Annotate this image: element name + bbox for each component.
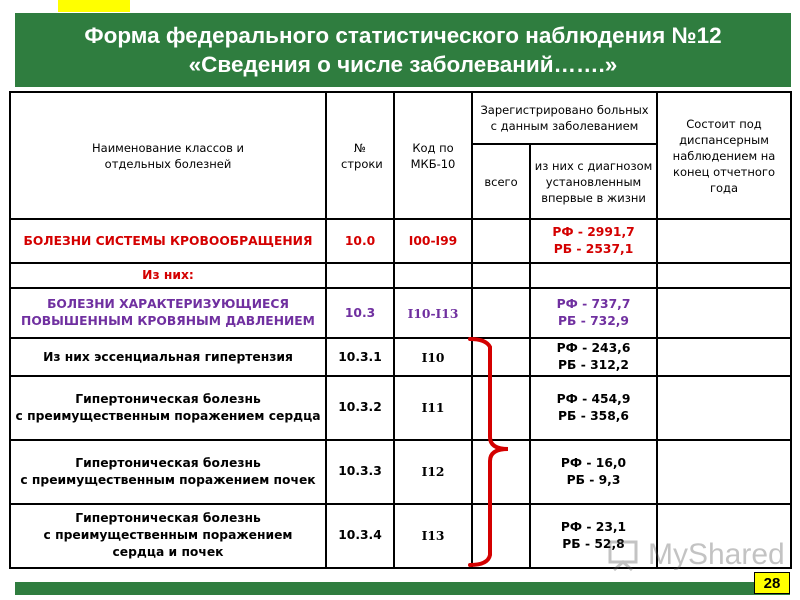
header-dispensary: Состоит под диспансерным наблюдением на конец отчетного года: [657, 92, 791, 219]
value-rf: РФ - 454,9: [556, 391, 631, 406]
row-disease-name: Из них эссенциальная гипертензия: [10, 338, 326, 375]
row-first-diagnosed: [530, 219, 657, 263]
name-line: с преимущественным поражением: [43, 528, 293, 543]
row-number: 10.3: [326, 288, 394, 338]
watermark-logo-icon: [606, 538, 642, 574]
row-disease-name: БОЛЕЗНИ СИСТЕМЫ КРОВООБРАЩЕНИЯ: [10, 219, 326, 263]
statistics-table: [9, 91, 792, 569]
header-registered: Зарегистрировано больных с данным заболеванием: [472, 92, 657, 144]
row-disease-name: [10, 504, 326, 568]
value-rb: РБ - 732,9: [558, 314, 629, 329]
row-total: [472, 263, 530, 288]
row-number: [326, 263, 394, 288]
row-dispensary: [657, 338, 791, 375]
row-first-diagnosed: [530, 376, 657, 440]
value-rf: РФ - 2991,7: [552, 225, 635, 240]
table-row: [10, 219, 791, 263]
row-first-diagnosed: [530, 338, 657, 375]
header-row-number: № строки: [326, 92, 394, 219]
row-dispensary: [657, 440, 791, 504]
value-rb: РБ - 2537,1: [553, 242, 634, 257]
row-first-diagnosed: [530, 263, 657, 288]
value-rb: РБ - 52,8: [562, 536, 625, 551]
title-line-1: Форма федерального статистического наблюдения №12: [84, 23, 722, 48]
watermark-text: MyShared: [648, 538, 785, 571]
table-row: [10, 288, 791, 338]
row-disease-name: Из них:: [10, 263, 326, 288]
row-total: [472, 219, 530, 263]
name-line: Гипертоническая болезнь: [75, 455, 261, 470]
title-line-2: «Сведения о числе заболеваний…….»: [188, 52, 618, 77]
row-first-diagnosed: [530, 440, 657, 504]
row-icd-code: I12: [394, 440, 472, 504]
bottom-bar: [15, 582, 790, 595]
name-line: с преимущественным поражением почек: [20, 472, 316, 487]
value-rb: РБ - 358,6: [558, 408, 629, 423]
name-line: Гипертоническая болезнь: [75, 391, 261, 406]
page-number: 28: [754, 572, 790, 594]
row-icd-code: I00-I99: [394, 219, 472, 263]
row-disease-name: БОЛЕЗНИ ХАРАКТЕРИЗУЮЩИЕСЯ ПОВЫШЕННЫМ КРОВЯНЫМ ДАВЛЕНИЕМ: [10, 288, 326, 338]
row-number: 10.3.3: [326, 440, 394, 504]
red-curly-bracket: [468, 337, 518, 567]
row-icd-code: I10-I13: [394, 288, 472, 338]
header-total: всего: [472, 144, 530, 219]
name-line: с преимущественным поражением сердца: [15, 408, 321, 423]
header-row: [10, 92, 791, 144]
row-number: 10.3.4: [326, 504, 394, 568]
statistics-table-container: [9, 91, 790, 569]
value-rf: РФ - 23,1: [560, 519, 627, 534]
row-number: 10.3.2: [326, 376, 394, 440]
value-rf: РФ - 737,7: [556, 297, 631, 312]
row-icd-code: I10: [394, 338, 472, 375]
value-rb: РБ - 312,2: [558, 358, 629, 373]
title-banner: [15, 13, 791, 87]
row-number: 10.3.1: [326, 338, 394, 375]
top-accent-bar: [58, 0, 130, 12]
value-rf: РФ - 243,6: [556, 341, 631, 356]
row-dispensary: [657, 376, 791, 440]
header-icd-code: Код по МКБ-10: [394, 92, 472, 219]
header-first-diagnosed: из них с диагнозом установленным впервые в жизни: [530, 144, 657, 219]
row-icd-code: I11: [394, 376, 472, 440]
row-dispensary: [657, 219, 791, 263]
row-number: 10.0: [326, 219, 394, 263]
table-row: [10, 338, 791, 375]
row-icd-code: I13: [394, 504, 472, 568]
name-line: сердца и почек: [112, 545, 224, 560]
row-total: [472, 288, 530, 338]
row-icd-code: [394, 263, 472, 288]
row-dispensary: [657, 263, 791, 288]
table-row: [10, 376, 791, 440]
name-line: Гипертоническая болезнь: [75, 511, 261, 526]
value-rf: РФ - 16,0: [560, 455, 627, 470]
row-disease-name: [10, 376, 326, 440]
row-first-diagnosed: [530, 288, 657, 338]
row-dispensary: [657, 288, 791, 338]
table-row: [10, 263, 791, 288]
table-row: [10, 440, 791, 504]
header-disease-name: Наименование классов и отдельных болезней: [10, 92, 326, 219]
value-rb: РБ - 9,3: [566, 472, 621, 487]
row-disease-name: [10, 440, 326, 504]
watermark: [606, 536, 785, 576]
